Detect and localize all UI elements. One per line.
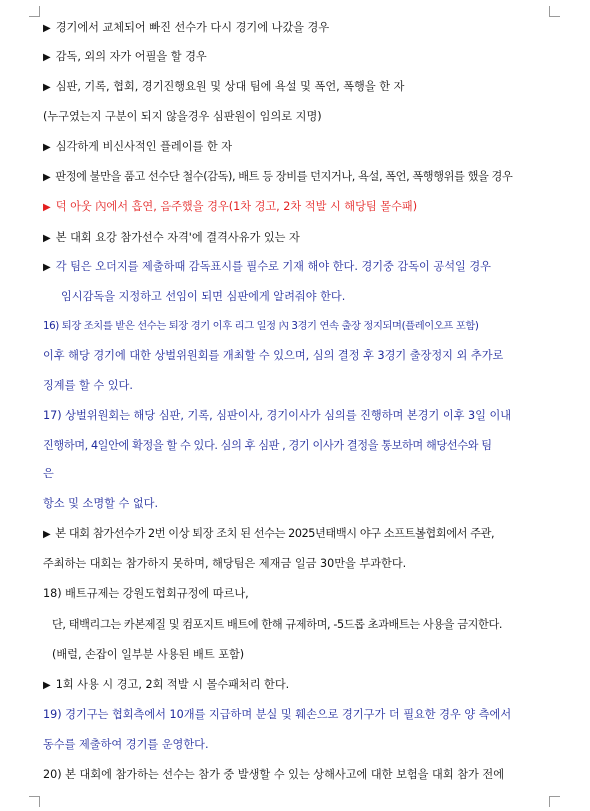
page-corner-mark-bottom-right	[549, 796, 560, 807]
doc-line	[43, 736, 553, 754]
line-text: 본 대회 참가선수가 2번 이상 퇴장 조치 된 선수는 2025년태백시 야구 소프트볼협회에서 주관,	[55, 527, 495, 540]
doc-line	[43, 525, 553, 543]
line-text: 판정에 불만을 품고 선수단 철수(감독), 배트 등 장비를 던지거나, 욕설, 폭언, 폭행행위를 했을 경우	[55, 170, 513, 183]
doc-line	[43, 555, 553, 573]
doc-line	[43, 766, 553, 784]
doc-line	[43, 437, 553, 455]
bullet-triangle-icon: ▶	[43, 529, 51, 540]
line-text: 이후 해당 경기에 대한 상벌위원회를 개최할 수 있으며, 심의 결정 후 3경기 출장정지 외 추가로	[43, 349, 504, 362]
line-text: 16) 퇴장 조치를 받은 선수는 퇴장 경기 이후 리그 일정 內 3경기 연속 출장 정지되며(플레이오프 포함)	[43, 320, 479, 332]
doc-line	[43, 258, 553, 276]
doc-line	[43, 706, 553, 724]
doc-line	[43, 585, 553, 603]
doc-line	[43, 168, 553, 186]
line-text: 임시감독을 지정하고 선임이 되면 심판에게 알려줘야 한다.	[61, 290, 346, 303]
bullet-triangle-icon: ▶	[43, 233, 51, 244]
line-text: 17) 상벌위원회는 해당 심판, 기록, 심판이사, 경기이사가 심의를 진행하며 본경기 이후 3일 이내	[43, 409, 512, 422]
doc-line	[52, 616, 562, 634]
line-text: 징계를 할 수 있다.	[43, 379, 133, 392]
line-text: 주최하는 대회는 참가하지 못하며, 해당팀은 제재금 일금 30만을 부과한다.	[43, 557, 407, 570]
bullet-triangle-icon: ▶	[43, 23, 51, 34]
doc-line	[43, 347, 553, 365]
bullet-triangle-icon: ▶	[43, 202, 51, 213]
doc-line	[43, 48, 553, 66]
bullet-triangle-icon: ▶	[43, 142, 51, 153]
doc-line	[43, 229, 553, 247]
line-text: 18) 배트규제는 강원도협회규정에 따르나,	[43, 587, 249, 600]
doc-line	[43, 78, 553, 96]
doc-line	[43, 495, 553, 513]
doc-line	[43, 19, 553, 37]
page-corner-mark-top-left	[29, 6, 40, 17]
page-corner-mark-top-right	[549, 6, 560, 17]
doc-line	[43, 317, 553, 335]
bullet-triangle-icon: ▶	[43, 680, 51, 691]
bullet-triangle-icon: ▶	[43, 262, 51, 273]
doc-line	[43, 407, 553, 425]
line-text: 은	[43, 467, 54, 480]
doc-line	[43, 676, 553, 694]
line-text: 각 팀은 오더지를 제출하때 감독표시를 필수로 기재 해야 한다. 경기중 감독이 공석일 경우	[55, 260, 491, 273]
line-text: 심각하게 비신사적인 플레이를 한 자	[55, 140, 233, 153]
doc-line	[61, 288, 571, 306]
doc-line	[43, 108, 553, 126]
doc-line	[43, 377, 553, 395]
line-text: (배럴, 손잡이 일부분 사용된 배트 포함)	[52, 648, 245, 661]
line-text: 항소 및 소명할 수 없다.	[43, 497, 159, 510]
line-text: (누구였는지 구분이 되지 않을경우 심판원이 임의로 지명)	[43, 110, 322, 123]
line-text: 심판, 기록, 협회, 경기진행요원 및 상대 팀에 욕설 및 폭언, 폭행을 한 자	[55, 80, 405, 93]
doc-line	[43, 138, 553, 156]
line-text: 본 대회 요강 참가선수 자격'에 결격사유가 있는 자	[55, 231, 300, 244]
doc-line	[43, 465, 553, 483]
line-text: 감독, 외의 자가 어필을 할 경우	[55, 50, 207, 63]
bullet-triangle-icon: ▶	[43, 52, 51, 63]
line-text: 1회 사용 시 경고, 2회 적발 시 몰수패처리 한다.	[55, 678, 290, 691]
doc-line	[43, 198, 553, 216]
line-text: 19) 경기구는 협회측에서 10개를 지급하며 분실 및 훼손으로 경기구가 더 필요한 경우 양 측에서	[43, 708, 512, 721]
bullet-triangle-icon: ▶	[43, 172, 51, 183]
line-text: 진행하며, 4일안에 확정을 할 수 있다. 심의 후 심판 , 경기 이사가 결정을 통보하며 해당선수와 팀	[43, 439, 492, 452]
line-text: 경기에서 교체되어 빠진 선수가 다시 경기에 나갔을 경우	[55, 21, 330, 34]
line-text: 20) 본 대회에 참가하는 선수는 참가 중 발생할 수 있는 상해사고에 대한 보험을 대회 참가 전에	[43, 768, 505, 781]
page-corner-mark-bottom-left	[29, 796, 40, 807]
doc-line	[52, 646, 562, 664]
line-text: 단, 태백리그는 카본제질 및 컴포지트 배트에 한해 규제하며, -5드롭 초과배트는 사용을 금지한다.	[52, 618, 503, 631]
bullet-triangle-icon: ▶	[43, 82, 51, 93]
line-text: 덕 아웃 內에서 흡연, 음주했을 경우(1차 경고, 2차 적발 시 해당팀 몰수패)	[55, 200, 418, 213]
line-text: 동수를 제출하여 경기를 운영한다.	[43, 738, 209, 751]
